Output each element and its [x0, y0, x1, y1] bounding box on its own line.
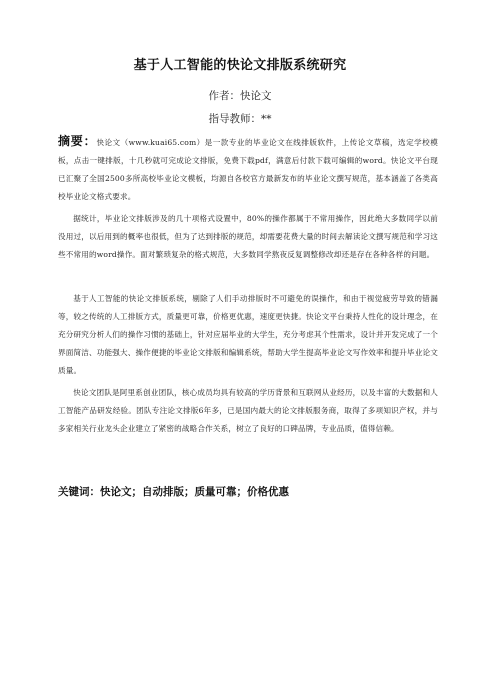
body-paragraph-system: 基于人工智能的快论文排版系统，剔除了人们手动排版时不可避免的误操作，和由于视觉疲劳导致的错漏等，较之传统的人工排版方式，质量更可靠，价格更优惠，速度更快捷。快论文平台秉持人性化的设计理念，在充分研究分析人们的操作习惯的基础上，针对应届毕业的大学生，充分考虑其个性需求，设计并开发完成了一个界面简洁、功能强大、操作便捷的毕业论文排版和编辑系统，帮助大学生提高毕业论文写作效率和提升毕业论文质量。 [58, 294, 438, 375]
body-paragraph-team: 快论文团队是阿里系创业团队，核心成员均具有较高的学历背景和互联网从业经历，以及丰富的大数据和人工智能产品研发经验。团队专注论文排版6年多，已是国内最大的论文排版服务商，取得了多项知识产权，并与多家相关行业龙头企业建立了紧密的战略合作关系，树立了良好的口碑品牌，专业品质，值得信赖。 [58, 388, 438, 433]
abstract-text: 快论文（www.kuai65.com）是一款专业的毕业论文在线排版软件，上传论文草稿，选定学校模板，点击一键排版，十几秒就可完成论文排版，免费下载pdf，满意后付款下载可编辑的word。快论文平台现已汇聚了全国2500多所高校毕业论文模板，均源自各校官方最新发布的毕业论文撰写规范，基本涵盖了各类高校毕业论文格式要求。 [58, 138, 438, 201]
advisor-line: 指导教师：** [208, 113, 272, 125]
abstract-label: 摘要： [58, 134, 97, 148]
paper-title: 基于人工智能的快论文排版系统研究 [133, 58, 347, 73]
abstract-paragraph [58, 132, 438, 206]
keywords-line: 关键词：快论文；自动排版；质量可靠；价格优惠 [58, 486, 289, 498]
author-line: 作者：快论文 [208, 90, 272, 102]
body-paragraph-statistics: 据统计，毕业论文排版涉及的几十项格式设置中，80%的操作都属于不常用操作，因此绝大多数同学以前没用过，以后用到的概率也很低，但为了达到排版的规范，却需要花费大量的时间去解读论文撰写规范和学习这些不常用的word操作。面对繁琐复杂的格式规范，大多数同学熬夜反复调整修改却还是存在各种各样的问题。 [58, 214, 438, 259]
